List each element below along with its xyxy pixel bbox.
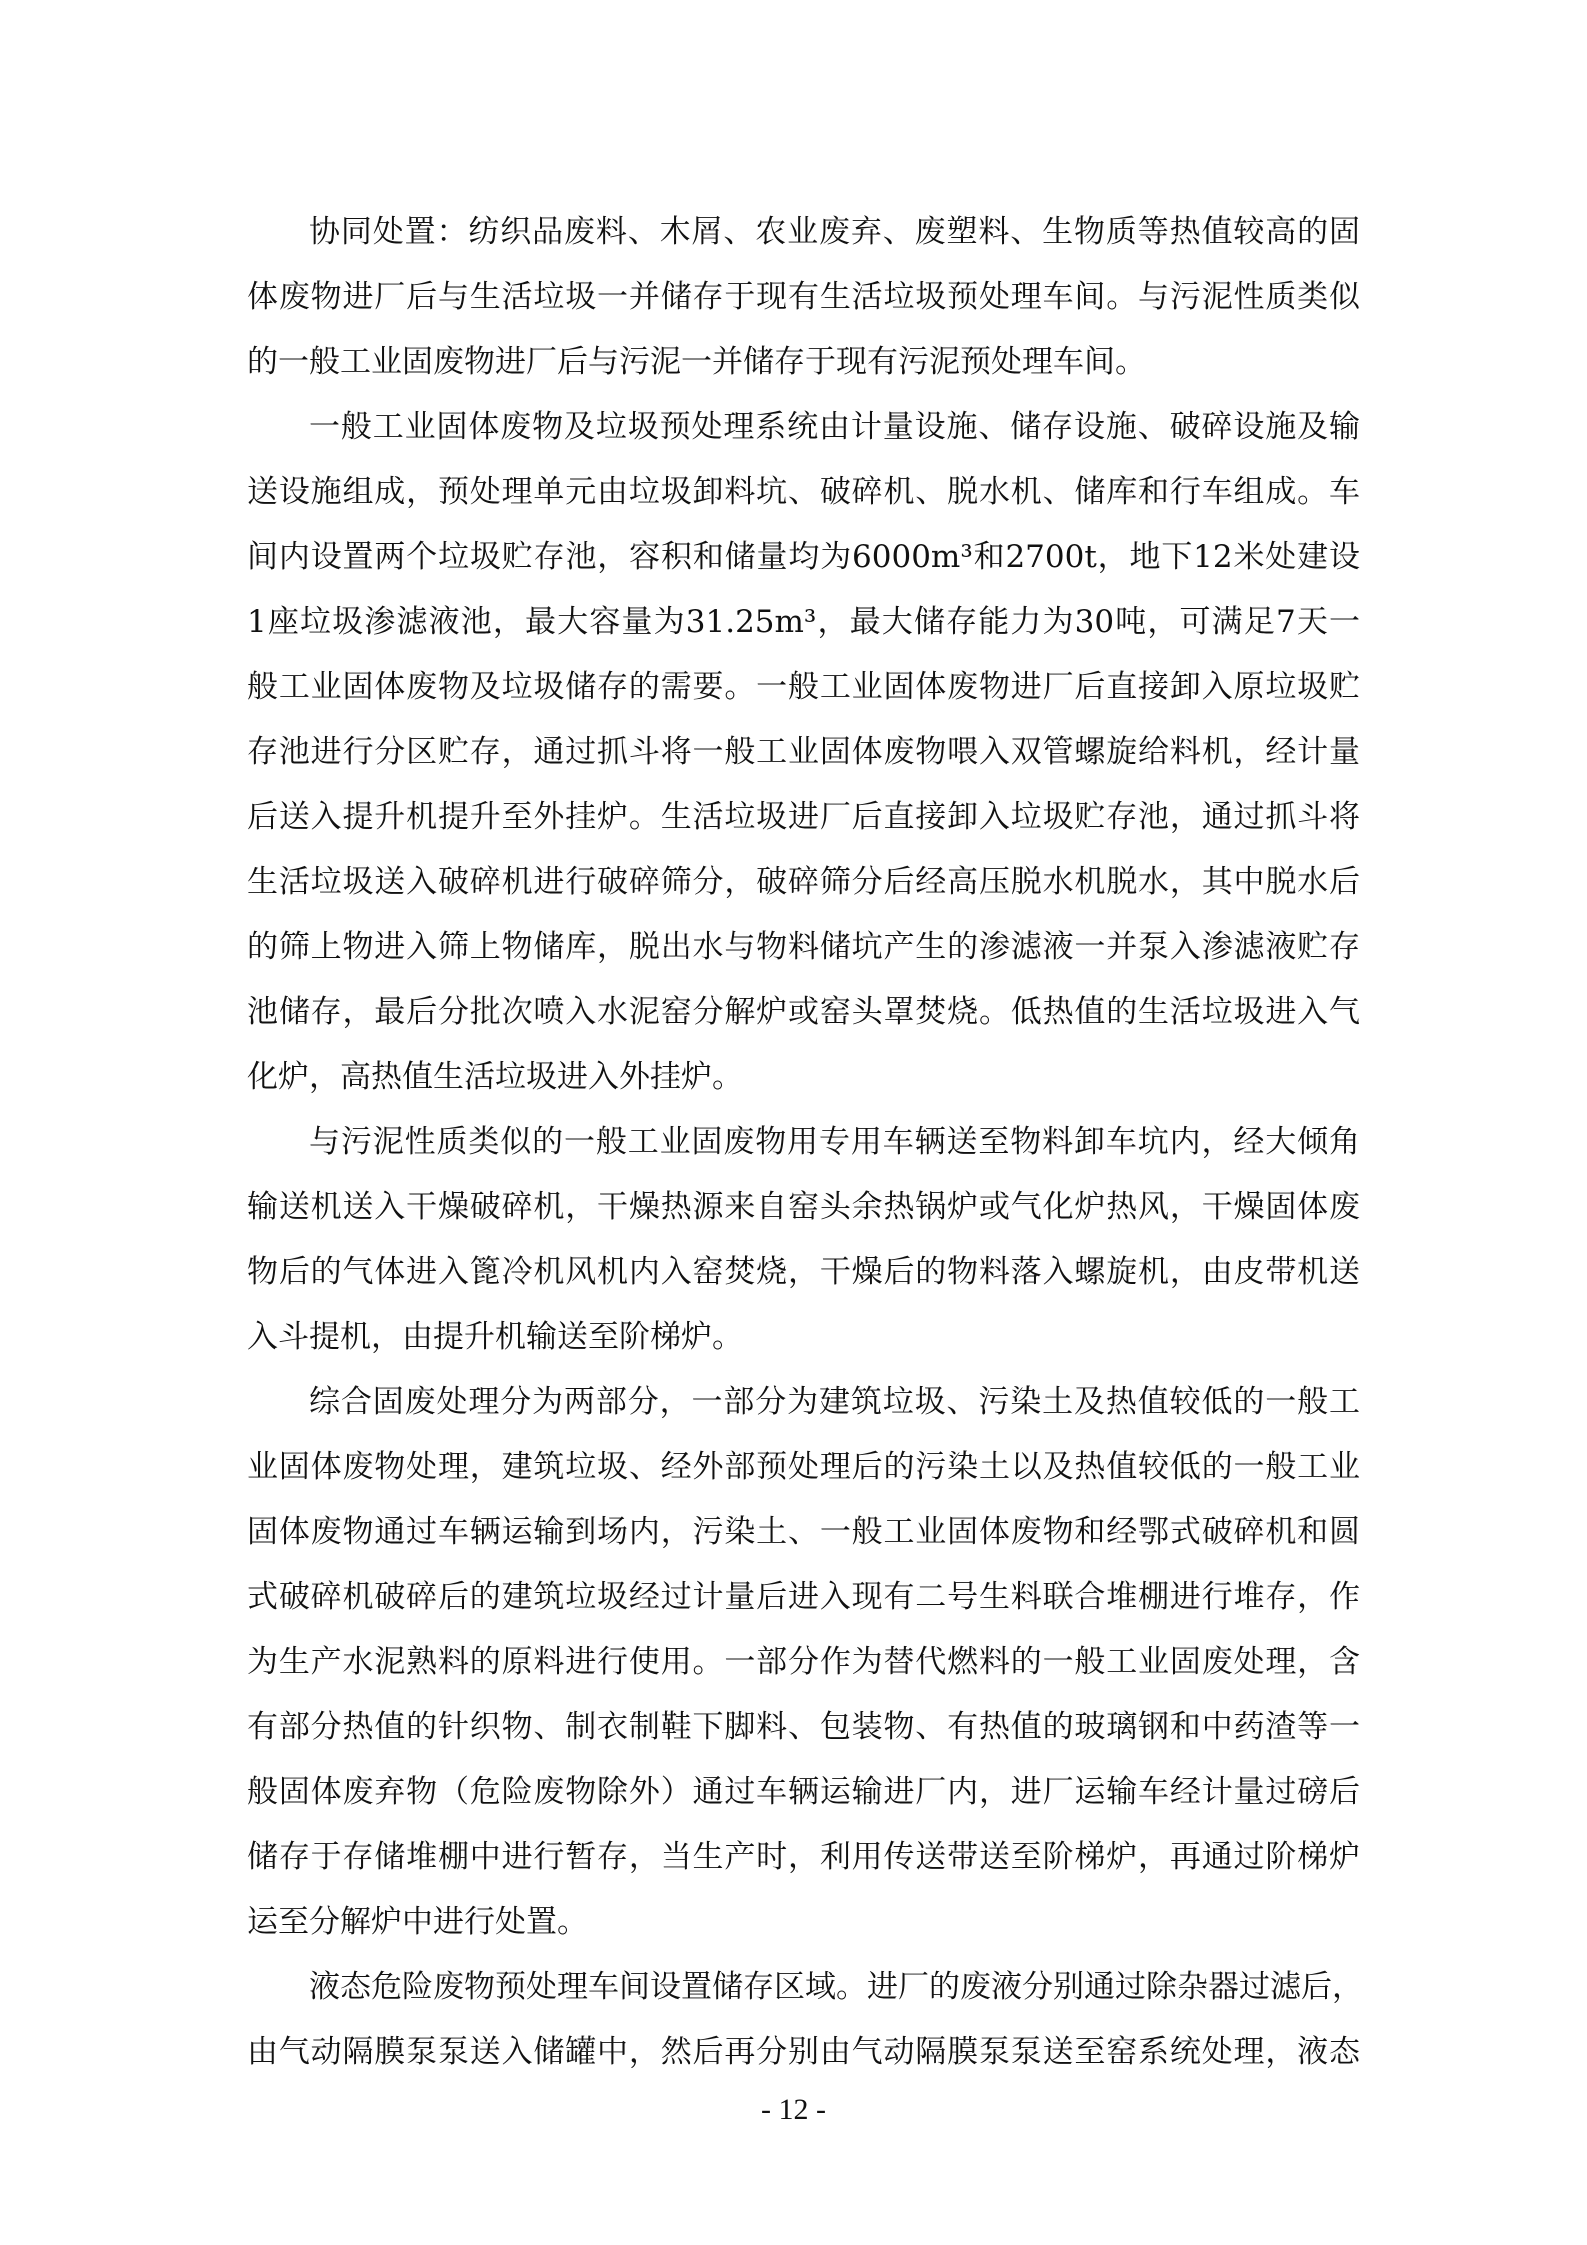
text-line: 化炉，高热值生活垃圾进入外挂炉。 xyxy=(247,1059,743,1095)
text-line: 与污泥性质类似的一般工业固废物用专用车辆送至物料卸车坑内，经大倾角 xyxy=(309,1124,1360,1160)
text-line: 生活垃圾送入破碎机进行破碎筛分，破碎筛分后经高压脱水机脱水，其中脱水后 xyxy=(247,864,1360,900)
text-line: 业固体废物处理，建筑垃圾、经外部预处理后的污染土以及热值较低的一般工业 xyxy=(247,1449,1360,1485)
text-line: 储存于存储堆棚中进行暂存，当生产时，利用传送带送至阶梯炉，再通过阶梯炉 xyxy=(247,1839,1360,1875)
text-line: 由气动隔膜泵泵送入储罐中，然后再分别由气动隔膜泵泵送至窑系统处理，液态 xyxy=(247,2034,1360,2070)
body-text xyxy=(247,200,1363,2085)
text-line: 协同处置：纺织品废料、木屑、农业废弃、废塑料、生物质等热值较高的固 xyxy=(309,214,1360,250)
text-line: 入斗提机，由提升机输送至阶梯炉。 xyxy=(247,1319,743,1355)
text-line: 物后的气体进入篦冷机风机内入窑焚烧，干燥后的物料落入螺旋机，由皮带机送 xyxy=(247,1254,1360,1290)
text-line: 存池进行分区贮存，通过抓斗将一般工业固体废物喂入双管螺旋给料机，经计量 xyxy=(247,734,1360,770)
text-line: 液态危险废物预处理车间设置储存区域。进厂的废液分别通过除杂器过滤后， xyxy=(309,1969,1363,2005)
text-line: 1座垃圾渗滤液池，最大容量为31.25m³，最大储存能力为30吨，可满足7天一 xyxy=(247,604,1360,640)
text-line: 输送机送入干燥破碎机，干燥热源来自窑头余热锅炉或气化炉热风，干燥固体废 xyxy=(247,1189,1360,1225)
text-line: 的一般工业固废物进厂后与污泥一并储存于现有污泥预处理车间。 xyxy=(247,344,1146,380)
page-number: - 12 - xyxy=(761,2093,826,2126)
text-line: 的筛上物进入筛上物储库，脱出水与物料储坑产生的渗滤液一并泵入渗滤液贮存 xyxy=(247,929,1360,965)
text-line: 为生产水泥熟料的原料进行使用。一部分作为替代燃料的一般工业固废处理，含 xyxy=(247,1644,1360,1680)
text-line: 有部分热值的针织物、制衣制鞋下脚料、包装物、有热值的玻璃钢和中药渣等一 xyxy=(247,1709,1360,1745)
text-line: 池储存，最后分批次喷入水泥窑分解炉或窑头罩焚烧。低热值的生活垃圾进入气 xyxy=(247,994,1360,1030)
text-line: 般固体废弃物（危险废物除外）通过车辆运输进厂内，进厂运输车经计量过磅后 xyxy=(247,1774,1360,1810)
text-line: 般工业固体废物及垃圾储存的需要。一般工业固体废物进厂后直接卸入原垃圾贮 xyxy=(247,669,1360,705)
text-line: 后送入提升机提升至外挂炉。生活垃圾进厂后直接卸入垃圾贮存池，通过抓斗将 xyxy=(247,799,1360,835)
text-line: 送设施组成，预处理单元由垃圾卸料坑、破碎机、脱水机、储库和行车组成。车 xyxy=(247,474,1360,510)
text-line: 式破碎机破碎后的建筑垃圾经过计量后进入现有二号生料联合堆棚进行堆存，作 xyxy=(247,1579,1360,1615)
text-line: 运至分解炉中进行处置。 xyxy=(247,1904,588,1940)
text-line: 固体废物通过车辆运输到场内，污染土、一般工业固体废物和经鄂式破碎机和圆 xyxy=(247,1514,1360,1550)
text-line: 体废物进厂后与生活垃圾一并储存于现有生活垃圾预处理车间。与污泥性质类似 xyxy=(247,279,1360,315)
text-line: 综合固废处理分为两部分，一部分为建筑垃圾、污染土及热值较低的一般工 xyxy=(309,1384,1360,1420)
text-line: 一般工业固体废物及垃圾预处理系统由计量设施、储存设施、破碎设施及输 xyxy=(309,409,1360,445)
text-line: 间内设置两个垃圾贮存池，容积和储量均为6000m³和2700t，地下12米处建设 xyxy=(247,539,1360,575)
